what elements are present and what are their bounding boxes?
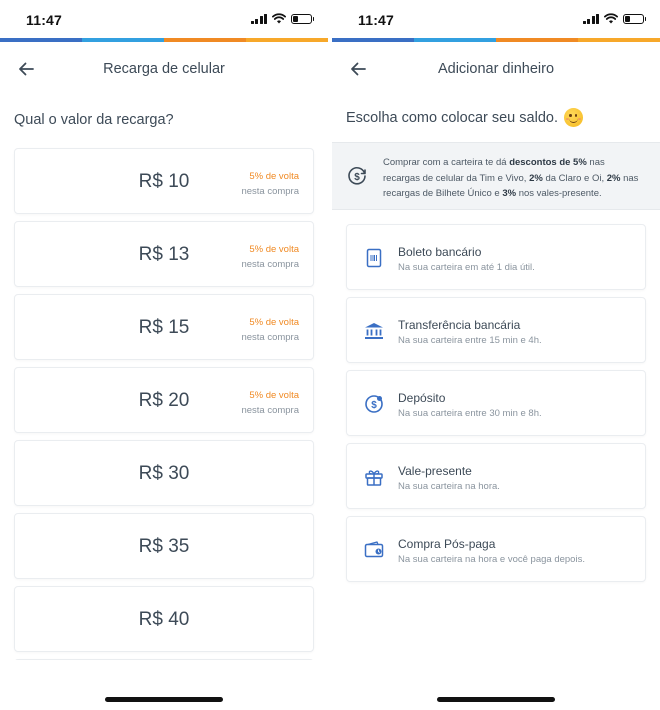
- wifi-icon: [272, 13, 286, 24]
- page-title: Adicionar dinheiro: [437, 61, 555, 77]
- amount-value: R$ 13: [138, 244, 190, 265]
- boleto-icon: [363, 247, 385, 269]
- info-text-part: nas recargas de Bilhete Único e: [383, 172, 639, 199]
- cashback-badge: [241, 242, 299, 272]
- prompt-text: Escolha como colocar seu saldo.: [346, 109, 558, 126]
- bottom-safe-area: [0, 660, 328, 710]
- info-highlight: 2%: [606, 172, 621, 184]
- page-title: Recarga de celular: [103, 61, 225, 77]
- amount-value: R$ 20: [138, 390, 190, 411]
- home-indicator[interactable]: [437, 697, 555, 702]
- method-bank-transfer[interactable]: [346, 297, 646, 363]
- method-title: Compra Pós-paga: [398, 537, 496, 551]
- method-subtitle: Na sua carteira em até 1 dia útil.: [398, 262, 535, 273]
- navbar: [0, 42, 328, 96]
- method-subtitle: Na sua carteira na hora e você paga depois.: [398, 554, 585, 565]
- method-title: Depósito: [398, 391, 446, 405]
- amount-value: R$ 35: [138, 536, 190, 557]
- info-highlight: 2%: [529, 172, 543, 184]
- cashback-percent: 5% de volta: [249, 171, 299, 182]
- smiling-face-icon: [564, 108, 583, 127]
- amount-value: R$ 30: [138, 463, 190, 484]
- svg-text:$: $: [354, 172, 360, 183]
- amount-value: R$ 15: [138, 317, 190, 338]
- status-time: 11:47: [26, 12, 63, 28]
- method-deposit[interactable]: [346, 370, 646, 436]
- method-postpaid[interactable]: [346, 516, 646, 582]
- amount-option-10[interactable]: [14, 148, 314, 214]
- payment-method-list: [346, 224, 646, 589]
- bank-icon: [363, 320, 385, 342]
- cashback-badge: [241, 169, 299, 199]
- method-subtitle: Na sua carteira entre 15 min e 4h.: [398, 335, 542, 346]
- status-bar: [332, 0, 660, 38]
- cashback-percent: 5% de volta: [249, 244, 299, 255]
- cashback-percent: 5% de volta: [249, 317, 299, 328]
- method-subtitle: Na sua carteira entre 30 min e 8h.: [398, 408, 542, 419]
- info-text-part: Comprar com a carteira te dá: [383, 157, 510, 168]
- amount-option-30[interactable]: [14, 440, 314, 506]
- info-text-part: nas recargas de celular da Tim e Vivo,: [383, 157, 605, 184]
- amount-value: R$ 10: [138, 171, 190, 192]
- amount-list: [14, 148, 314, 710]
- cashback-badge: [241, 388, 299, 418]
- status-icons: [251, 13, 313, 24]
- info-highlight: 3%: [502, 188, 517, 199]
- method-title: Boleto bancário: [398, 245, 482, 259]
- add-money-screen: [332, 0, 660, 710]
- amount-option-13[interactable]: [14, 221, 314, 287]
- info-text-part: da Claro e Oi,: [542, 172, 607, 184]
- amount-option-40[interactable]: [14, 586, 314, 652]
- method-subtitle: Na sua carteira na hora.: [398, 481, 500, 492]
- cashback-percent: 5% de volta: [249, 390, 299, 401]
- home-indicator[interactable]: [105, 697, 223, 702]
- info-text-part: nos vales-presente.: [516, 188, 602, 199]
- cashback-coin-icon: [346, 165, 368, 187]
- battery-icon: [291, 14, 312, 24]
- gift-icon: [363, 466, 385, 488]
- method-title: Transferência bancária: [398, 318, 521, 332]
- wifi-icon: [604, 13, 618, 24]
- method-gift-card[interactable]: [346, 443, 646, 509]
- navbar: [332, 42, 660, 96]
- method-title: Vale-presente: [398, 464, 472, 478]
- cashback-note: nesta compra: [241, 405, 299, 416]
- cellular-signal-icon: [251, 14, 268, 24]
- status-icons: [583, 13, 645, 24]
- status-time: 11:47: [358, 12, 395, 28]
- cellular-signal-icon: [583, 14, 600, 24]
- cashback-badge: [241, 315, 299, 345]
- amount-option-35[interactable]: [14, 513, 314, 579]
- status-bar: [0, 0, 328, 38]
- add-money-prompt: [346, 108, 583, 127]
- discount-info-box: [332, 142, 660, 210]
- cashback-note: nesta compra: [241, 332, 299, 343]
- amount-option-20[interactable]: [14, 367, 314, 433]
- info-highlight: descontos de 5%: [509, 157, 587, 168]
- deposit-coin-icon: [363, 393, 385, 415]
- battery-icon: [623, 14, 644, 24]
- cashback-note: nesta compra: [241, 259, 299, 270]
- method-boleto[interactable]: [346, 224, 646, 290]
- recharge-question: Qual o valor da recarga?: [14, 112, 174, 128]
- recharge-screen: [0, 0, 328, 710]
- wallet-icon: [363, 539, 385, 561]
- cashback-note: nesta compra: [241, 186, 299, 197]
- discount-info-text: [383, 155, 644, 202]
- amount-option-15[interactable]: [14, 294, 314, 360]
- amount-value: R$ 40: [138, 609, 190, 630]
- svg-text:$: $: [371, 400, 377, 411]
